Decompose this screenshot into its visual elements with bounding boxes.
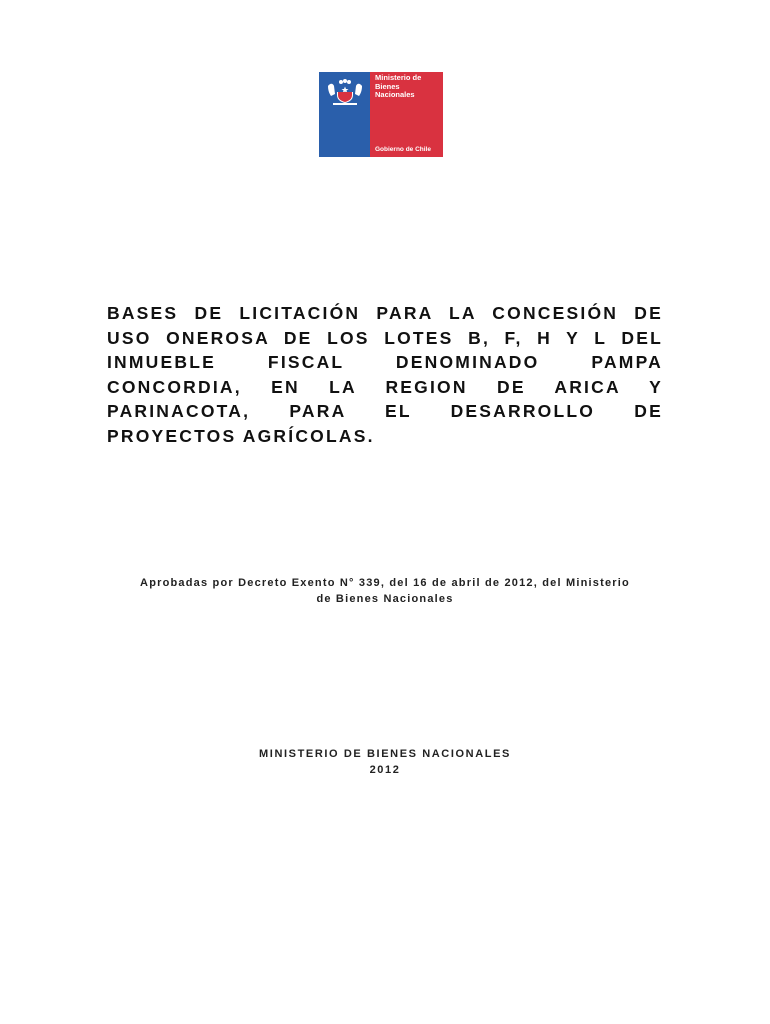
title-line: BASES DE LICITACIÓN PARA LA CONCESIÓN DE <box>107 303 663 323</box>
title-line: PARINACOTA, PARA EL DESARROLLO DE <box>107 401 663 421</box>
logo-ministry-name: Ministerio de Bienes Nacionales <box>375 73 422 99</box>
logo-blue-panel <box>319 72 370 157</box>
logo-government-label: Gobierno de Chile <box>375 146 431 153</box>
chile-coat-of-arms-icon <box>324 78 366 108</box>
title-line: CONCORDIA, EN LA REGION DE ARICA Y <box>107 376 663 397</box>
approval-line-2: de Bienes Nacionales <box>316 593 454 605</box>
title-line: INMUEBLE FISCAL DENOMINADO PAMPA <box>107 352 663 372</box>
approval-note <box>100 575 670 607</box>
document-footer <box>185 746 585 778</box>
footer-year: 2012 <box>369 764 401 776</box>
title-line: USO ONEROSA DE LOS LOTES B, F, H Y L DEL <box>107 327 663 348</box>
ministry-logo <box>319 72 443 157</box>
footer-institution: MINISTERIO DE BIENES NACIONALES <box>259 748 511 760</box>
logo-red-panel <box>370 72 443 157</box>
document-title <box>107 301 663 448</box>
title-line: PROYECTOS AGRÍCOLAS. <box>107 425 375 446</box>
approval-line-1: Aprobadas por Decreto Exento N° 339, del 16 de abril de 2012, del Ministerio <box>140 577 630 589</box>
